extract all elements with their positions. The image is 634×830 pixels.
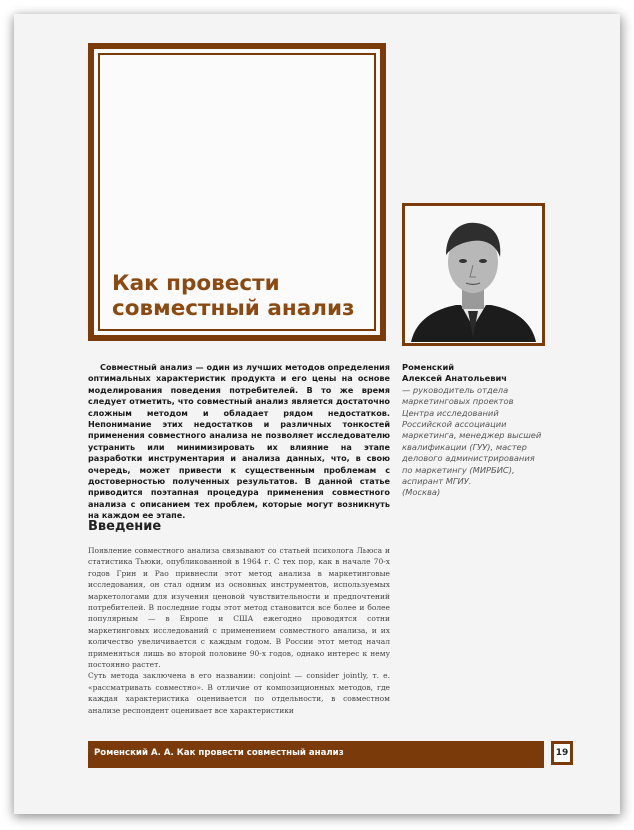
author-portrait-image (406, 207, 541, 342)
author-description: — руководитель отдела маркетинговых проектов Центра исследований Российской ассоциации маркетинга, менеджер высшей квалификации (ГУУ), мастер делового администрирования по маркетингу (МИРБИС), аспирант МГИУ. (402, 384, 542, 487)
author-photo (405, 206, 542, 343)
article-abstract: Совместный анализ — один из лучших методов определения оптимальных характеристик продукта и его цены на основе моделирования поведения потребителей. В то же время следует отметить, что совместный анализ является достаточно сложным методом и обладает рядом недостатков. Непонимание этих недостатков и различных тонкостей применения совместного анализа не позволяет исследователю устранить или минимизировать их влияние на этапе разработки инструментария и анализа данных, что, в свою очередь, может привести к существенным проблемам с достоверностью полученных результатов. В данной статье приводится поэтапная процедура применения совместного анализа с описанием тех проблем, которые могут возникнуть на каждом ее этапе. (88, 362, 390, 521)
footer-bar (88, 741, 544, 768)
author-info (402, 362, 547, 499)
section-heading: Введение (88, 519, 162, 534)
article-title-line1: Как провести (112, 271, 280, 296)
body-paragraph: Суть метода заключена в его названии: conjoint — consider jointly, т. е. «рассматривать совместно». В отличие от композиционных методов, где каждая характеристика оценивается по отдельности, в совместном анализе респондент оценивает все характеристики (88, 671, 390, 715)
author-photo-frame (402, 203, 545, 346)
title-frame (88, 43, 386, 341)
title-box (93, 48, 381, 336)
article-title (112, 271, 372, 321)
running-title: Роменский А. А. Как провести совместный анализ (94, 748, 344, 758)
author-surname: Роменский (402, 362, 455, 372)
body-paragraph: Появление совместного анализа связывают со статьей психолога Льюса и статистика Тьюки, опубликованной в 1964 г. С тех пор, как в начале 70-х годов Грин и Рао привнесли этот метод анализа в маркетинговые исследования, он стал одним из основных инструментов, используемых маркетологами для изучения ценовой чувствительности и предпочтений потребителей. В последние годы этот метод становится все более и более популярным — в Европе и США ежегодно проводятся сотни маркетинговых исследований с применением совместного анализа, и их количество увеличивается с каждым годом. В России этот метод начал применяться лишь во второй половине 90-х годов, однако интерес к нему постоянно растет. (88, 546, 390, 670)
page-number: 19 (554, 744, 570, 762)
article-body (88, 545, 390, 716)
article-title-line2: совместный анализ (112, 296, 355, 321)
author-city: (Москва) (402, 487, 441, 498)
author-name: Алексей Анатольевич (402, 373, 507, 384)
page-number-box (551, 741, 573, 765)
